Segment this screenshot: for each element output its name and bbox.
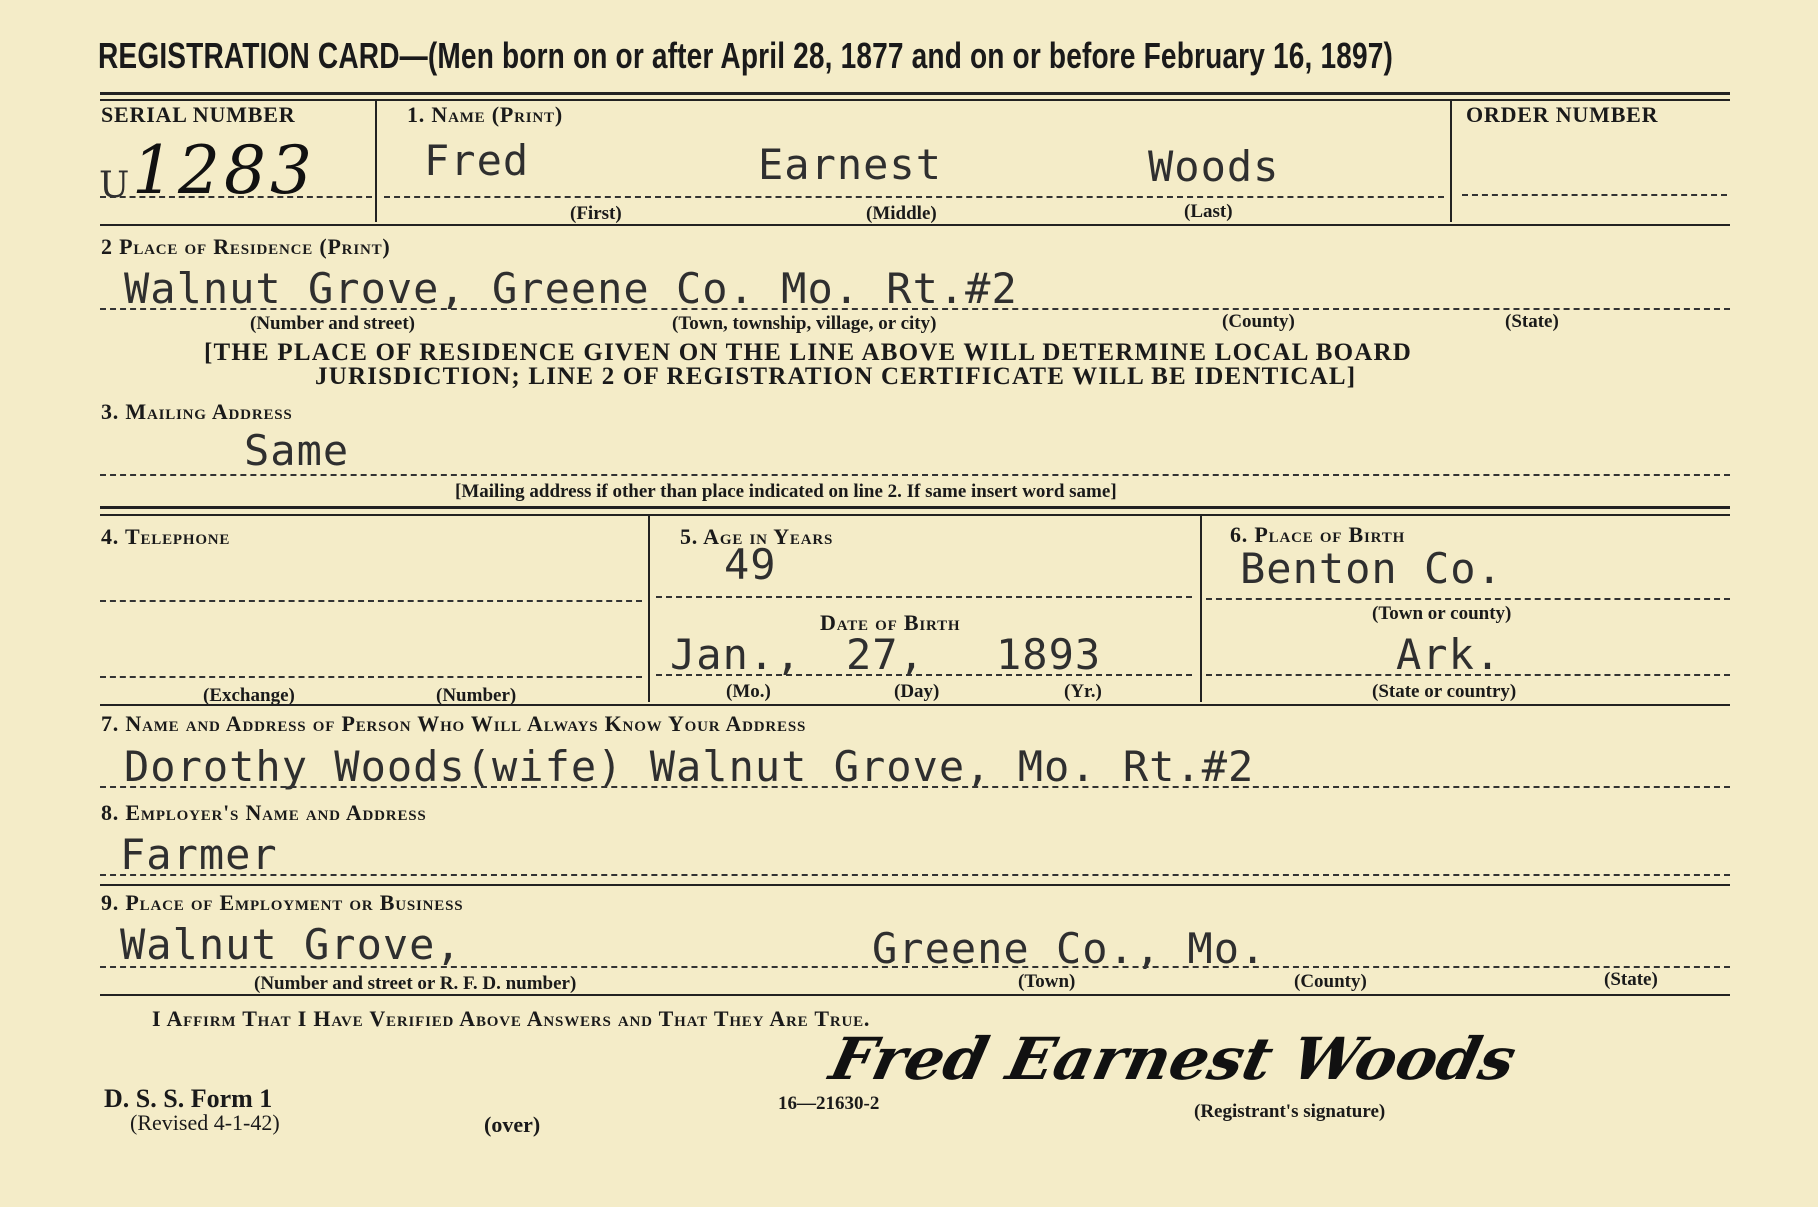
residence-underline [100, 308, 1730, 310]
over-note: (over) [484, 1112, 541, 1137]
affirmation-text: I Affirm That I Have Verified Above Answers and That They Are True. [152, 1006, 871, 1031]
card-title: REGISTRATION CARD—(Men born on or after April 28, 1877 and on or before February 16, 1897) [98, 35, 1394, 76]
divider [1200, 516, 1202, 702]
month-label: (Mo.) [726, 681, 771, 702]
mailing-underline [100, 474, 1730, 476]
serial-underline [100, 196, 372, 198]
last-name-value: Woods [1148, 142, 1280, 191]
first-label: (First) [570, 203, 622, 224]
telephone-underline-1 [100, 600, 642, 602]
last-label: (Last) [1184, 201, 1233, 222]
birth-state-underline [1206, 674, 1730, 676]
employment-county-label: (County) [1294, 971, 1367, 992]
exchange-label: (Exchange) [203, 685, 295, 706]
divider [1450, 100, 1452, 222]
employer-label: 8. Employer's Name and Address [101, 800, 427, 825]
contact-underline [100, 786, 1730, 788]
employment-street-value: Walnut Grove, [120, 920, 462, 969]
telephone-label: 4. Telephone [101, 524, 231, 549]
revised-date: (Revised 4-1-42) [130, 1110, 280, 1135]
top-rule [100, 92, 1730, 95]
birth-town-underline [1206, 598, 1730, 600]
birth-town-value: Benton Co. [1240, 544, 1503, 593]
top-rule-inner [100, 99, 1730, 101]
order-number-label: ORDER NUMBER [1466, 102, 1659, 127]
name-label: 1. Name (Print) [407, 102, 563, 127]
dob-day-value: 27, [846, 630, 925, 679]
state-label: (State) [1505, 311, 1559, 332]
residence-notice-line1: [THE PLACE OF RESIDENCE GIVEN ON THE LINE ABOVE WILL DETERMINE LOCAL BOARD [204, 339, 1413, 366]
residence-notice-line2: JURISDICTION; LINE 2 OF REGISTRATION CERTIFICATE WILL BE IDENTICAL] [315, 363, 1357, 390]
residence-label: 2 Place of Residence (Print) [101, 234, 391, 259]
year-label: (Yr.) [1064, 681, 1102, 702]
telephone-underline-2 [100, 676, 642, 678]
employment-town-label: (Town) [1018, 971, 1076, 992]
date-of-birth-label: Date of Birth [820, 610, 961, 635]
age-underline [656, 596, 1192, 598]
town-label: (Town, township, village, or city) [672, 313, 937, 334]
name-underline [384, 196, 1444, 198]
signature-label: (Registrant's signature) [1194, 1101, 1386, 1122]
print-code: 16—21630-2 [778, 1093, 880, 1114]
number-label: (Number) [436, 685, 517, 706]
town-or-county-label: (Town or county) [1372, 603, 1512, 624]
first-name-value: Fred [424, 136, 530, 185]
row-rule [100, 994, 1730, 996]
employment-state-label: (State) [1604, 969, 1658, 990]
contact-value: Dorothy Woods(wife) Walnut Grove, Mo. Rt.#2 [124, 742, 1255, 791]
serial-number-value: 1283 [132, 132, 316, 209]
dob-month-value: Jan., [670, 630, 802, 679]
middle-label: (Middle) [866, 203, 937, 224]
mailing-address-label: 3. Mailing Address [101, 399, 293, 424]
serial-prefix: U [99, 165, 131, 206]
employment-underline [100, 966, 1730, 968]
divider [375, 100, 377, 222]
registrant-signature: Fred Earnest Woods [823, 1025, 1523, 1093]
employer-underline [100, 874, 1730, 876]
state-or-country-label: (State or country) [1372, 681, 1517, 702]
number-street-label: (Number and street) [250, 313, 415, 334]
age-label: 5. Age in Years [680, 524, 834, 549]
employment-town-value: Greene Co., Mo. [872, 924, 1267, 973]
order-underline [1462, 194, 1727, 196]
day-label: (Day) [894, 681, 940, 702]
age-value: 49 [724, 540, 777, 589]
form-number: D. S. S. Form 1 [104, 1084, 273, 1113]
place-of-birth-label: 6. Place of Birth [1230, 522, 1406, 547]
rfd-label: (Number and street or R. F. D. number) [254, 973, 577, 994]
contact-label: 7. Name and Address of Person Who Will Always Know Your Address [101, 711, 807, 736]
row-rule [100, 704, 1730, 706]
middle-name-value: Earnest [758, 140, 943, 189]
county-label: (County) [1222, 311, 1295, 332]
serial-number-label: SERIAL NUMBER [101, 102, 296, 127]
residence-value: Walnut Grove, Greene Co. Mo. Rt.#2 [124, 264, 1018, 313]
section-rule [100, 506, 1730, 509]
dob-year-value: 1893 [996, 630, 1102, 679]
dob-underline [656, 674, 1192, 676]
divider [648, 516, 650, 702]
row-rule [100, 884, 1730, 886]
mailing-note: [Mailing address if other than place indicated on line 2. If same insert word same] [455, 481, 1117, 502]
employment-label: 9. Place of Employment or Business [101, 890, 464, 915]
section-rule-inner [100, 514, 1730, 516]
employer-value: Farmer [120, 830, 278, 879]
mailing-address-value: Same [244, 426, 350, 475]
row-rule [100, 224, 1730, 226]
birth-state-value: Ark. [1396, 630, 1502, 679]
